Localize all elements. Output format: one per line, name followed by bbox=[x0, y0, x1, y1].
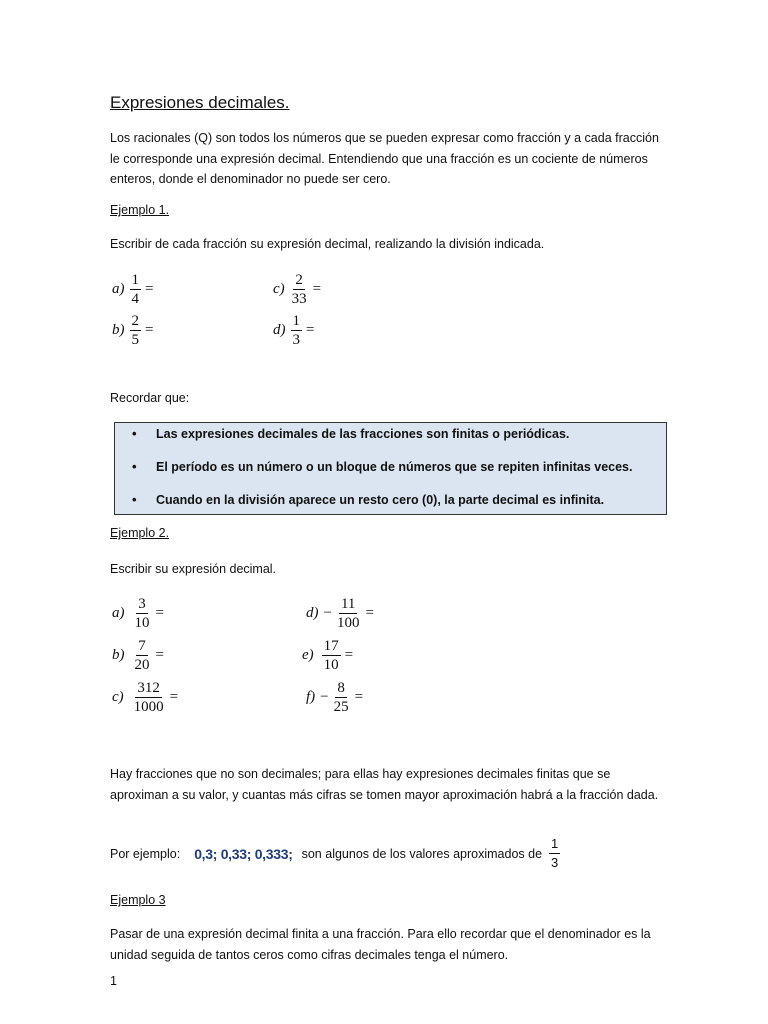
equals-sign: = bbox=[365, 605, 374, 621]
fraction bbox=[291, 313, 303, 348]
equals-sign: = bbox=[169, 689, 179, 705]
example2-instruction: Escribir su expresión decimal. bbox=[110, 562, 277, 576]
example2-item-e bbox=[302, 638, 353, 673]
fraction bbox=[133, 638, 152, 673]
denominator: 3 bbox=[551, 855, 559, 870]
example2-heading: Ejemplo 2. bbox=[110, 526, 170, 540]
bullet-icon: • bbox=[132, 459, 137, 474]
equals-sign: = bbox=[312, 281, 322, 297]
numerator: 1 bbox=[292, 313, 300, 329]
reminder-item-text: El período es un número o un bloque de números que se repiten infinitas veces. bbox=[156, 460, 633, 474]
denominator: 100 bbox=[336, 615, 360, 631]
example1-item-d bbox=[273, 313, 314, 348]
equals-sign: = bbox=[354, 689, 364, 705]
item-label: b) bbox=[112, 647, 125, 663]
fraction bbox=[130, 313, 142, 348]
equals-sign: = bbox=[306, 322, 315, 338]
sign: − bbox=[320, 689, 329, 705]
example2-item-f bbox=[306, 680, 363, 715]
example2-item-b bbox=[112, 638, 164, 673]
reminder-box bbox=[114, 422, 667, 515]
fraction bbox=[332, 680, 351, 715]
numerator: 312 bbox=[137, 680, 160, 696]
bullet-icon: • bbox=[132, 426, 137, 441]
example3-paragraph: Pasar de una expresión decimal finita a una fracción. Para ello recordar que el denominador es la unidad seguida de tantos ceros como cifras decimales tenga el número. bbox=[110, 927, 651, 962]
reminder-item-text: Cuando en la división aparece un resto cero (0), la parte decimal es infinita. bbox=[156, 493, 605, 507]
denominator: 10 bbox=[323, 657, 339, 673]
item-label: a) bbox=[112, 281, 125, 297]
denominator: 10 bbox=[134, 615, 150, 631]
numerator: 11 bbox=[340, 596, 356, 612]
example1-heading: Ejemplo 1. bbox=[110, 203, 170, 217]
approximation-paragraph: Hay fracciones que no son decimales; para ellas hay expresiones decimales finitas que se aproximan a su valor, y cuantas más cifras se tomen mayor aproximación habrá a la fracción dada. bbox=[110, 767, 659, 802]
example2-item-a bbox=[112, 596, 164, 631]
item-label: d) bbox=[306, 605, 319, 621]
equals-sign: = bbox=[145, 281, 154, 297]
denominator: 20 bbox=[134, 657, 150, 673]
example1-item-a bbox=[112, 272, 153, 307]
numerator: 8 bbox=[337, 680, 345, 696]
example1-instruction: Escribir de cada fracción su expresión decimal, realizando la división indicada. bbox=[110, 237, 545, 251]
example-suffix: son algunos de los valores aproximados de bbox=[301, 846, 543, 861]
fraction bbox=[132, 680, 166, 715]
denominator: 33 bbox=[291, 291, 307, 307]
denominator: 5 bbox=[131, 332, 139, 348]
equals-sign: = bbox=[344, 647, 354, 663]
numerator: 2 bbox=[131, 313, 139, 329]
fraction bbox=[549, 836, 560, 871]
example2-item-c bbox=[112, 680, 178, 715]
numerator: 1 bbox=[131, 272, 139, 288]
fraction bbox=[322, 638, 341, 673]
item-label: f) bbox=[306, 689, 316, 705]
item-label: c) bbox=[273, 281, 285, 297]
intro-paragraph: Los racionales (Q) son todos los números que se pueden expresar como fracción y a cada fracción le corresponde una expresión decimal. Entendiendo que una fracción es un cociente de números enteros, donde el denominador no puede ser cero. bbox=[110, 131, 659, 186]
approximation-example bbox=[110, 836, 563, 871]
numerator: 1 bbox=[549, 836, 560, 854]
denominator: 1000 bbox=[133, 699, 164, 715]
sign: − bbox=[323, 605, 332, 621]
example1-item-c bbox=[273, 272, 321, 307]
denominator: 25 bbox=[333, 699, 349, 715]
item-label: a) bbox=[112, 605, 125, 621]
denominator: 4 bbox=[131, 291, 139, 307]
item-label: e) bbox=[302, 647, 314, 663]
numerator: 17 bbox=[323, 638, 339, 654]
fraction bbox=[290, 272, 309, 307]
approximate-values: 0,3; 0,33; 0,333; bbox=[194, 845, 293, 862]
example3-heading: Ejemplo 3 bbox=[110, 893, 166, 907]
fraction bbox=[335, 596, 362, 631]
reminder-item-text: Las expresiones decimales de las fracciones son finitas o periódicas. bbox=[156, 427, 570, 441]
bullet-icon: • bbox=[132, 492, 137, 507]
example2-item-d bbox=[306, 596, 374, 631]
equals-sign: = bbox=[155, 605, 164, 621]
page-title: Expresiones decimales. bbox=[110, 93, 290, 112]
fraction bbox=[130, 272, 142, 307]
numerator: 7 bbox=[138, 638, 146, 654]
numerator: 2 bbox=[295, 272, 303, 288]
item-label: c) bbox=[112, 689, 124, 705]
item-label: d) bbox=[273, 322, 286, 338]
equals-sign: = bbox=[155, 647, 164, 663]
fraction bbox=[133, 596, 152, 631]
example-prefix: Por ejemplo: bbox=[110, 846, 181, 861]
page-number: 1 bbox=[110, 974, 117, 988]
equals-sign: = bbox=[145, 322, 154, 338]
numerator: 3 bbox=[138, 596, 146, 612]
reminder-heading: Recordar que: bbox=[110, 391, 190, 405]
denominator: 3 bbox=[292, 332, 300, 348]
example1-item-b bbox=[112, 313, 153, 348]
item-label: b) bbox=[112, 322, 125, 338]
